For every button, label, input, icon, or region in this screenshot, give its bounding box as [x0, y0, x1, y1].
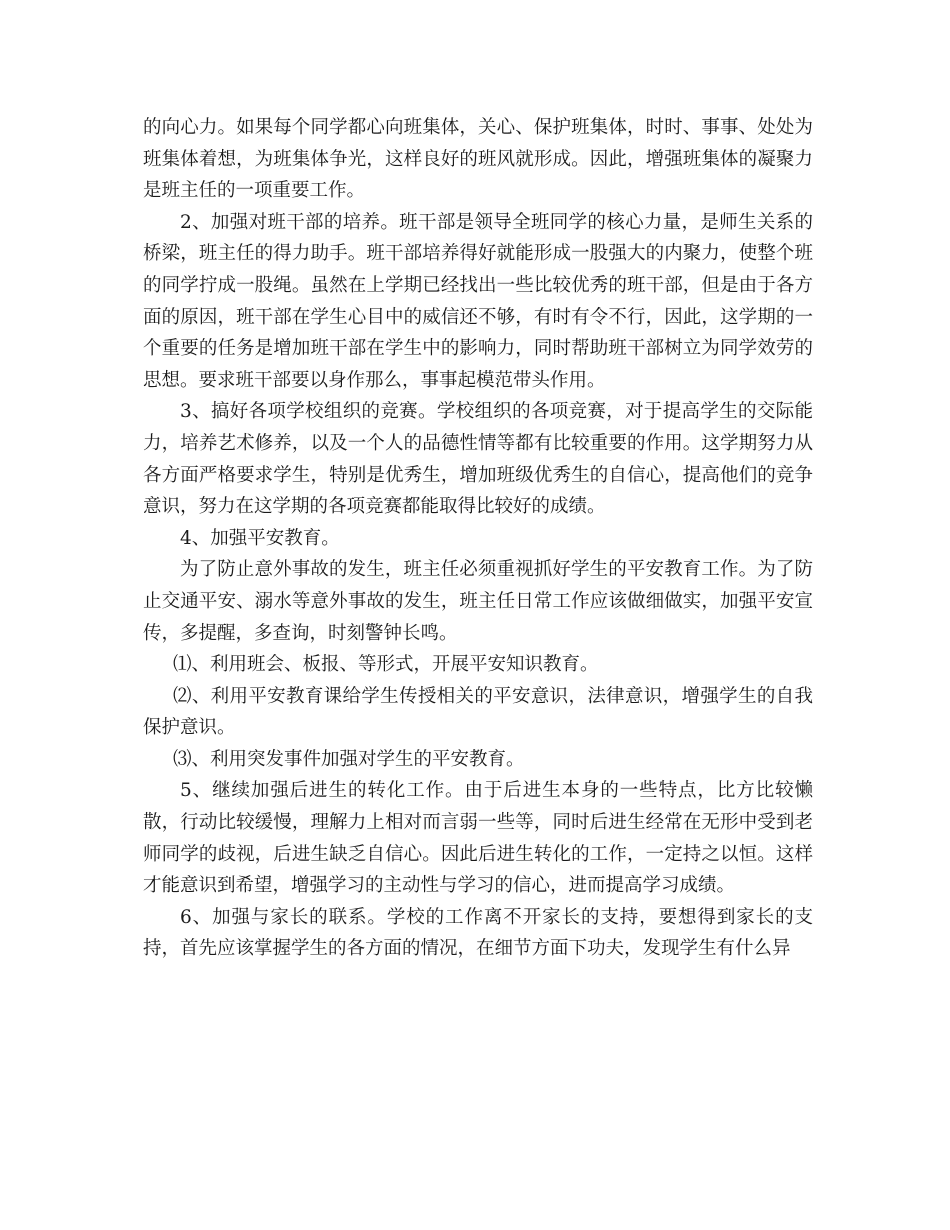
paragraph-section-3: 3、搞好各项学校组织的竞赛。学校组织的各项竞赛，对于提高学生的交际能力，培养艺术修养，以及一个人的品德性情等都有比较重要的作用。这学期努力从各方面严格要求学生，特别是优秀生，增加班级优秀生的自信心，提高他们的竞争意识，努力在这学期的各项竞赛都能取得比较好的成绩。 [143, 401, 813, 518]
heading-section-4: 4、加强平安教育。 [180, 527, 340, 549]
list-item-4-1: ⑴、利用班会、板报、等形式，开展平安知识教育。 [173, 654, 599, 676]
paragraph-section-4-body: 为了防止意外事故的发生，班主任必须重视抓好学生的平安教育工作。为了防止交通平安、溺水等意外事故的发生，班主任日常工作应该做细做实，加强平安宣传，多提醒，多查询，时刻警钟长鸣。 [143, 559, 813, 644]
paragraph-section-5: 5、继续加强后进生的转化工作。由于后进生本身的一些特点，比方比较懒散，行动比较缓慢，理解力上相对而言弱一些等，同时后进生经常在无形中受到老师同学的歧视，后进生缺乏自信心。因此后进生转化的工作，一定持之以恒。这样才能意识到希望，增强学习的主动性与学习的信心，进而提高学习成绩。 [143, 780, 813, 897]
paragraph-section-6: 6、加强与家长的联系。学校的工作离不开家长的支持，要想得到家长的支持，首先应该掌握学生的各方面的情况，在细节方面下功夫，发现学生有什么异 [143, 906, 813, 960]
paragraph-continuation: 的向心力。如果每个同学都心向班集体，关心、保护班集体，时时、事事、处处为班集体着想，为班集体争光，这样良好的班风就形成。因此，增强班集体的凝聚力是班主任的一项重要工作。 [143, 117, 813, 202]
list-item-4-2: ⑵、利用平安教育课给学生传授相关的平安意识，法律意识，增强学生的自我保护意识。 [143, 685, 813, 739]
list-item-4-3: ⑶、利用突发事件加强对学生的平安教育。 [173, 748, 525, 770]
paragraph-section-2: 2、加强对班干部的培养。班干部是领导全班同学的核心力量，是师生关系的桥梁，班主任的得力助手。班干部培养得好就能形成一股强大的内聚力，使整个班的同学拧成一股绳。虽然在上学期已经找出一些比较优秀的班干部，但是由于各方面的原因，班干部在学生心目中的威信还不够，有时有令不行，因此，这学期的一个重要的任务是增加班干部在学生中的影响力，同时帮助班干部树立为同学效劳的思想。要求班干部要以身作那么，事事起模范带头作用。 [143, 211, 813, 391]
document-body [143, 112, 813, 965]
